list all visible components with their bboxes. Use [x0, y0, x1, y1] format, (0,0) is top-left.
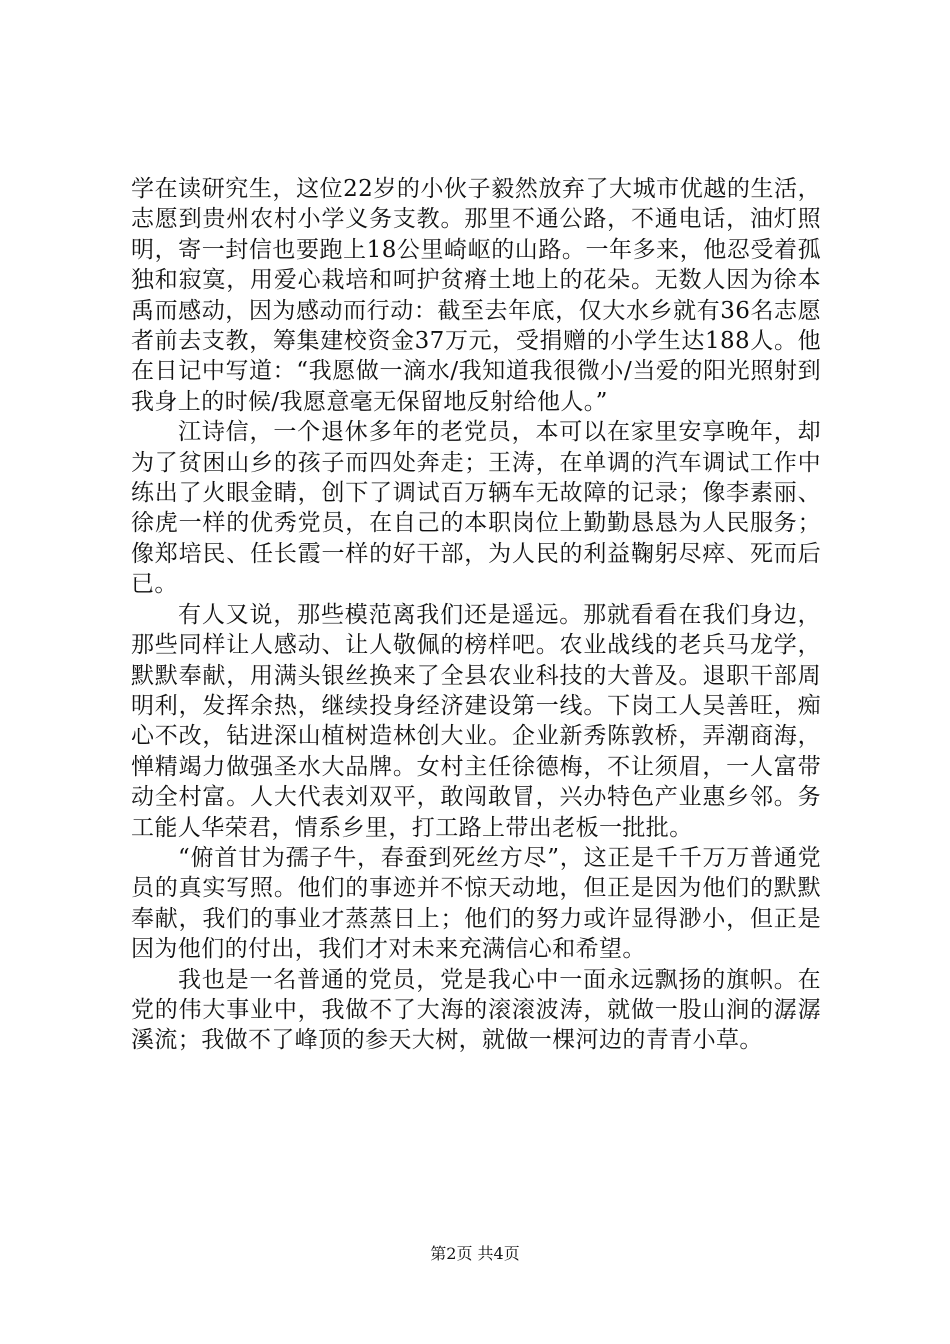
- paragraph-personal-pledge: 我也是一名普通的党员，党是我心中一面永远飘扬的旗帜。在党的伟大事业中，我做不了大海的滚滚波涛，就做一股山涧的潺潺溪流；我做不了峰顶的参天大树，就做一棵河边的青青小草。: [131, 966, 821, 1054]
- paragraph-model-party-members: 江诗信，一个退休多年的老党员，本可以在家里安享晚年，却为了贫困山乡的孩子而四处奔走；王涛，在单调的汽车调试工作中练出了火眼金睛，创下了调试百万辆车无故障的记录；像李素丽、徐虎一样的优秀党员，在自己的本职岗位上勤勤恳恳为人民服务；像郑培民、任长霞一样的好干部，为人民的利益鞠躬尽瘁、死而后已。: [131, 419, 821, 598]
- paragraph-local-role-models: 有人又说，那些模范离我们还是遥远。那就看看在我们身边，那些同样让人感动、让人敬佩的榜样吧。农业战线的老兵马龙学，默默奉献，用满头银丝换来了全县农业科技的大普及。退职干部周明利，发挥余热，继续投身经济建设第一线。下岗工人吴善旺，痴心不改，钻进深山植树造林创大业。企业新秀陈敦桥，弄潮商海，惮精竭力做强圣水大品牌。女村主任徐德梅，不让须眉，一人富带动全村富。人大代表刘双平，敢闯敢冒，兴办特色产业惠乡邻。务工能人华荣君，情系乡里，打工路上带出老板一批批。: [131, 601, 821, 841]
- paragraph-continuation: 学在读研究生，这位22岁的小伙子毅然放弃了大城市优越的生活，志愿到贵州农村小学义务支教。那里不通公路，不通电话，油灯照明，寄一封信也要跑上18公里崎岖的山路。一年多来，他忍受着孤独和寂寞，用爱心栽培和呵护贫瘠土地上的花朵。无数人因为徐本禹而感动，因为感动而行动：截至去年底，仅大水乡就有36名志愿者前去支教，筹集建校资金37万元，受捐赠的小学生达188人。他在日记中写道：“我愿做一滴水/我知道我很微小/当爱的阳光照射到我身上的时候/我愿意毫无保留地反射给他人。”: [131, 176, 821, 415]
- page-number-footer: 第2页 共4页: [430, 1244, 520, 1263]
- document-body: [131, 174, 821, 1056]
- paragraph-ordinary-members: “俯首甘为孺子牛，春蚕到死丝方尽”，这正是千千万万普通党员的真实写照。他们的事迹并不惊天动地，但正是因为他们的默默奉献，我们的事业才蒸蒸日上；他们的努力或许显得渺小，但正是因为他们的付出，我们才对未来充满信心和希望。: [131, 844, 821, 963]
